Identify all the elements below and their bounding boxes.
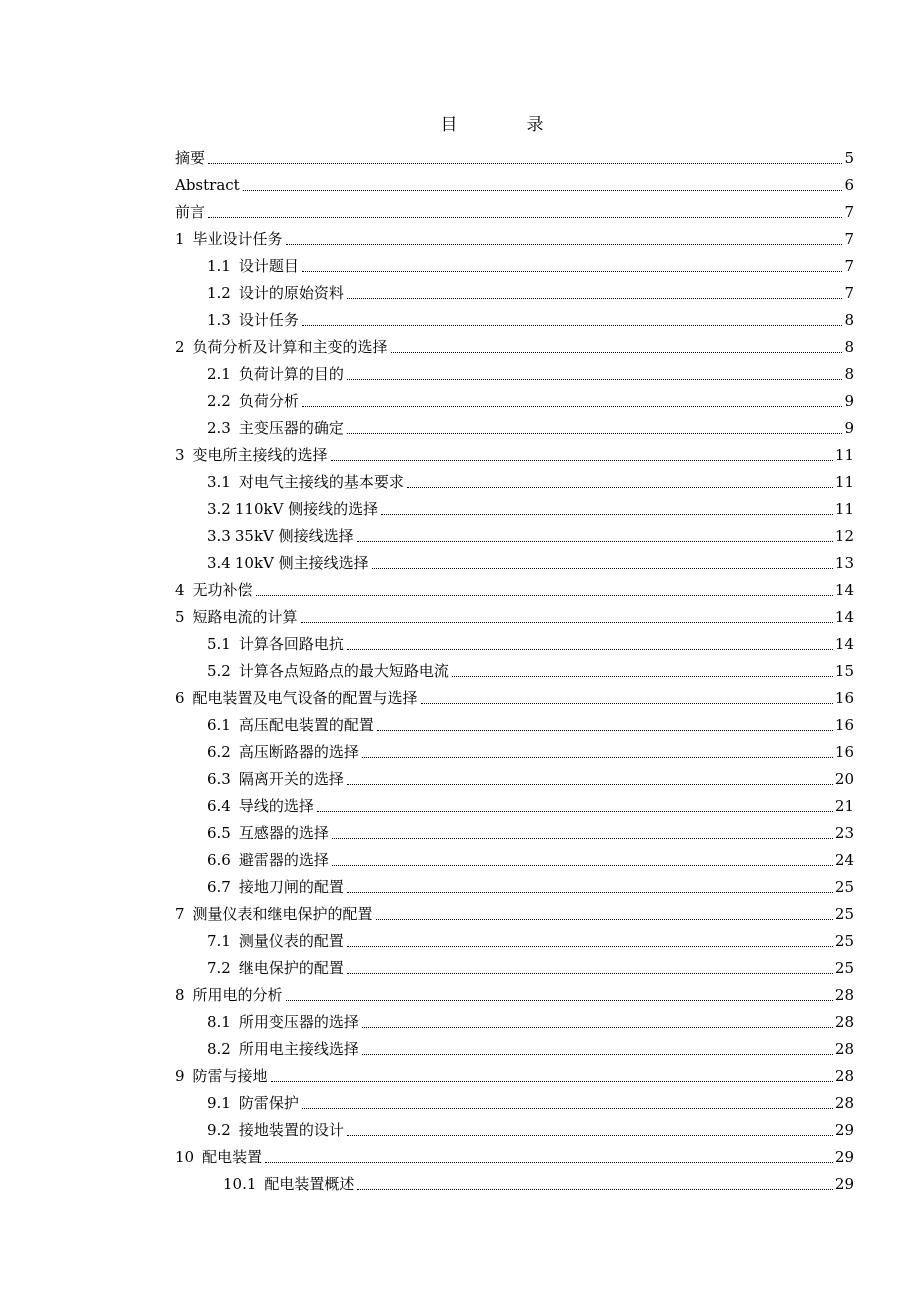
toc-entry[interactable]	[175, 896, 854, 923]
toc-entry[interactable]	[175, 734, 854, 761]
toc-entry[interactable]	[175, 302, 854, 329]
toc-entry-page-number: 5	[844, 149, 854, 167]
toc-entry[interactable]	[175, 491, 854, 518]
toc-entry-page-number: 8	[844, 365, 854, 383]
toc-dot-leader	[317, 811, 833, 812]
toc-entry[interactable]	[175, 518, 854, 545]
toc-entry[interactable]	[175, 167, 854, 194]
toc-dot-leader	[376, 919, 833, 920]
toc-entry-number: 7.1	[207, 932, 231, 950]
toc-entry-title: 互感器的选择	[238, 824, 329, 842]
toc-dot-leader	[377, 730, 833, 731]
toc-entry-number: 8	[175, 986, 185, 1004]
toc-list	[175, 140, 854, 1193]
toc-entry[interactable]	[175, 545, 854, 572]
toc-entry-page-number: 9	[844, 419, 854, 437]
toc-entry[interactable]	[175, 329, 854, 356]
toc-dot-leader	[302, 325, 843, 326]
toc-entry-page-number: 8	[844, 311, 854, 329]
toc-dot-leader	[302, 271, 843, 272]
toc-entry-number: 6.6	[207, 851, 231, 869]
toc-entry[interactable]	[175, 1031, 854, 1058]
toc-dot-leader	[208, 217, 842, 218]
toc-entry[interactable]	[175, 950, 854, 977]
toc-entry[interactable]	[175, 437, 854, 464]
toc-dot-leader	[347, 784, 833, 785]
toc-entry-title: 配电装置	[202, 1148, 263, 1166]
toc-dot-leader	[256, 595, 833, 596]
toc-entry-page-number: 29	[834, 1148, 854, 1166]
toc-entry[interactable]	[175, 599, 854, 626]
toc-dot-leader	[347, 892, 833, 893]
toc-entry-page-number: 16	[834, 743, 854, 761]
toc-entry-number: 9.1	[207, 1094, 231, 1112]
toc-entry-title: 设计题目	[238, 257, 299, 275]
toc-dot-leader	[347, 946, 833, 947]
toc-dot-leader	[357, 541, 833, 542]
toc-entry-page-number: 25	[834, 932, 854, 950]
toc-entry-page-number: 29	[834, 1175, 854, 1193]
toc-entry[interactable]	[175, 383, 854, 410]
toc-entry-title: 设计任务	[238, 311, 299, 329]
toc-entry-number: 1.3	[207, 311, 231, 329]
toc-dot-leader	[332, 838, 833, 839]
toc-entry-title: Abstract	[175, 176, 240, 194]
toc-entry[interactable]	[175, 356, 854, 383]
toc-dot-leader	[347, 298, 843, 299]
toc-dot-leader	[362, 757, 833, 758]
toc-entry-page-number: 14	[834, 581, 854, 599]
toc-entry[interactable]	[175, 275, 854, 302]
toc-entry-page-number: 21	[834, 797, 854, 815]
toc-entry-title: 负荷计算的目的	[238, 365, 344, 383]
toc-entry-number: 8.1	[207, 1013, 231, 1031]
toc-entry-number: 2.2	[207, 392, 231, 410]
toc-entry-page-number: 13	[834, 554, 854, 572]
toc-entry-title: 110kV 侧接线的选择	[234, 500, 379, 518]
toc-dot-leader	[391, 352, 843, 353]
toc-dot-leader	[347, 1135, 833, 1136]
toc-entry-page-number: 29	[834, 1121, 854, 1139]
toc-entry-number: 10	[175, 1148, 195, 1166]
toc-entry-title: 短路电流的计算	[192, 608, 298, 626]
toc-entry-page-number: 16	[834, 689, 854, 707]
toc-entry-page-number: 16	[834, 716, 854, 734]
toc-dot-leader	[332, 865, 833, 866]
toc-entry[interactable]	[175, 626, 854, 653]
toc-entry-number: 2.3	[207, 419, 231, 437]
toc-entry-page-number: 25	[834, 878, 854, 896]
toc-entry-title: 35kV 侧接线选择	[234, 527, 354, 545]
toc-dot-leader	[347, 379, 843, 380]
toc-entry-title: 测量仪表和继电保护的配置	[192, 905, 373, 923]
toc-entry[interactable]	[175, 1058, 854, 1085]
toc-entry-title: 隔离开关的选择	[238, 770, 344, 788]
toc-entry-page-number: 14	[834, 608, 854, 626]
toc-entry-title: 摘要	[175, 149, 206, 167]
toc-entry-title: 防雷保护	[238, 1094, 299, 1112]
toc-dot-leader	[421, 703, 833, 704]
toc-entry-number: 3.3	[207, 527, 231, 545]
toc-entry-page-number: 24	[834, 851, 854, 869]
toc-entry-number: 3.2	[207, 500, 231, 518]
toc-dot-leader	[286, 244, 843, 245]
toc-entry[interactable]	[175, 248, 854, 275]
toc-entry-title: 继电保护的配置	[238, 959, 344, 977]
toc-entry-number: 6.1	[207, 716, 231, 734]
toc-dot-leader	[347, 649, 833, 650]
toc-dot-leader	[381, 514, 833, 515]
toc-entry-number: 6.3	[207, 770, 231, 788]
toc-entry-page-number: 28	[834, 1067, 854, 1085]
toc-dot-leader	[362, 1054, 833, 1055]
toc-entry-number: 6.5	[207, 824, 231, 842]
toc-entry-title: 避雷器的选择	[238, 851, 329, 869]
toc-entry-number: 7.2	[207, 959, 231, 977]
toc-dot-leader	[372, 568, 833, 569]
toc-entry-title: 负荷分析及计算和主变的选择	[192, 338, 388, 356]
toc-entry-number: 5.1	[207, 635, 231, 653]
toc-entry-title: 接地刀闸的配置	[238, 878, 344, 896]
toc-dot-leader	[347, 433, 843, 434]
toc-entry-title: 负荷分析	[238, 392, 299, 410]
toc-entry-page-number: 8	[844, 338, 854, 356]
toc-entry[interactable]	[175, 194, 854, 221]
toc-entry-title: 设计的原始资料	[238, 284, 344, 302]
toc-entry[interactable]	[175, 788, 854, 815]
toc-entry-title: 测量仪表的配置	[238, 932, 344, 950]
toc-entry-number: 6.4	[207, 797, 231, 815]
toc-dot-leader	[302, 1108, 833, 1109]
toc-entry-number: 9	[175, 1067, 185, 1085]
toc-entry-number: 2.1	[207, 365, 231, 383]
toc-entry-page-number: 7	[844, 230, 854, 248]
toc-dot-leader	[331, 460, 833, 461]
toc-entry-page-number: 11	[834, 473, 854, 491]
toc-entry-title: 对电气主接线的基本要求	[238, 473, 404, 491]
toc-dot-leader	[347, 973, 833, 974]
toc-entry-title: 主变压器的确定	[238, 419, 344, 437]
toc-dot-leader	[301, 622, 833, 623]
toc-entry-title: 毕业设计任务	[192, 230, 283, 248]
toc-entry-number: 7	[175, 905, 185, 923]
toc-entry-page-number: 7	[844, 257, 854, 275]
toc-entry-number: 9.2	[207, 1121, 231, 1139]
toc-entry-title: 变电所主接线的选择	[192, 446, 328, 464]
toc-entry[interactable]	[175, 1004, 854, 1031]
toc-entry[interactable]	[175, 923, 854, 950]
toc-entry-number: 1.2	[207, 284, 231, 302]
toc-entry[interactable]	[175, 140, 854, 167]
toc-entry-title: 前言	[175, 203, 206, 221]
toc-entry[interactable]	[175, 842, 854, 869]
toc-entry-page-number: 11	[834, 446, 854, 464]
toc-entry[interactable]	[175, 977, 854, 1004]
toc-entry-page-number: 7	[844, 203, 854, 221]
toc-entry-page-number: 14	[834, 635, 854, 653]
toc-entry[interactable]	[175, 572, 854, 599]
toc-entry-number: 10.1	[223, 1175, 257, 1193]
toc-entry-title: 配电装置及电气设备的配置与选择	[192, 689, 418, 707]
toc-entry-title: 无功补偿	[192, 581, 253, 599]
toc-entry-title: 计算各点短路点的最大短路电流	[238, 662, 449, 680]
toc-entry[interactable]	[175, 1085, 854, 1112]
toc-entry-title: 计算各回路电抗	[238, 635, 344, 653]
toc-entry-page-number: 28	[834, 986, 854, 1004]
toc-dot-leader	[243, 190, 843, 191]
toc-entry-page-number: 7	[844, 284, 854, 302]
toc-entry-number: 6.7	[207, 878, 231, 896]
toc-entry-number: 4	[175, 581, 185, 599]
toc-entry-page-number: 28	[834, 1094, 854, 1112]
toc-entry-page-number: 12	[834, 527, 854, 545]
toc-title: 目 录	[440, 115, 570, 135]
toc-dot-leader	[407, 487, 833, 488]
toc-entry[interactable]	[175, 815, 854, 842]
toc-dot-leader	[208, 163, 842, 164]
toc-entry[interactable]	[175, 464, 854, 491]
toc-entry-number: 1	[175, 230, 185, 248]
toc-entry[interactable]	[175, 221, 854, 248]
toc-entry-number: 6.2	[207, 743, 231, 761]
toc-entry-number: 8.2	[207, 1040, 231, 1058]
toc-entry-title: 所用电的分析	[192, 986, 283, 1004]
toc-entry-number: 3.4	[207, 554, 231, 572]
toc-entry[interactable]	[175, 1166, 854, 1193]
toc-entry-number: 5	[175, 608, 185, 626]
toc-entry[interactable]	[175, 1139, 854, 1166]
toc-entry-page-number: 23	[834, 824, 854, 842]
toc-entry-title: 10kV 侧主接线选择	[234, 554, 369, 572]
toc-entry-page-number: 9	[844, 392, 854, 410]
toc-entry-number: 5.2	[207, 662, 231, 680]
toc-entry-page-number: 20	[834, 770, 854, 788]
toc-dot-leader	[362, 1027, 833, 1028]
toc-entry-title: 接地装置的设计	[238, 1121, 344, 1139]
toc-entry-page-number: 6	[844, 176, 854, 194]
toc-entry-page-number: 25	[834, 959, 854, 977]
toc-entry-title: 防雷与接地	[192, 1067, 268, 1085]
toc-entry-page-number: 11	[834, 500, 854, 518]
toc-entry[interactable]	[175, 761, 854, 788]
toc-entry-page-number: 28	[834, 1013, 854, 1031]
toc-entry[interactable]	[175, 410, 854, 437]
toc-entry[interactable]	[175, 869, 854, 896]
toc-entry[interactable]	[175, 653, 854, 680]
toc-entry-number: 3	[175, 446, 185, 464]
toc-entry-title: 配电装置概述	[264, 1175, 355, 1193]
toc-entry-number: 1.1	[207, 257, 231, 275]
toc-entry-title: 所用变压器的选择	[238, 1013, 359, 1031]
toc-entry-page-number: 15	[834, 662, 854, 680]
toc-dot-leader	[452, 676, 833, 677]
toc-dot-leader	[265, 1162, 833, 1163]
toc-entry-number: 6	[175, 689, 185, 707]
toc-entry-page-number: 28	[834, 1040, 854, 1058]
toc-entry-title: 高压断路器的选择	[238, 743, 359, 761]
toc-dot-leader	[302, 406, 843, 407]
toc-entry-title: 导线的选择	[238, 797, 314, 815]
toc-dot-leader	[271, 1081, 833, 1082]
toc-entry-number: 3.1	[207, 473, 231, 491]
toc-dot-leader	[286, 1000, 833, 1001]
toc-dot-leader	[357, 1189, 832, 1190]
toc-entry-title: 高压配电装置的配置	[238, 716, 374, 734]
toc-entry-title: 所用电主接线选择	[238, 1040, 359, 1058]
toc-entry[interactable]	[175, 680, 854, 707]
toc-entry[interactable]	[175, 1112, 854, 1139]
toc-entry[interactable]	[175, 707, 854, 734]
toc-entry-number: 2	[175, 338, 185, 356]
toc-entry-page-number: 25	[834, 905, 854, 923]
